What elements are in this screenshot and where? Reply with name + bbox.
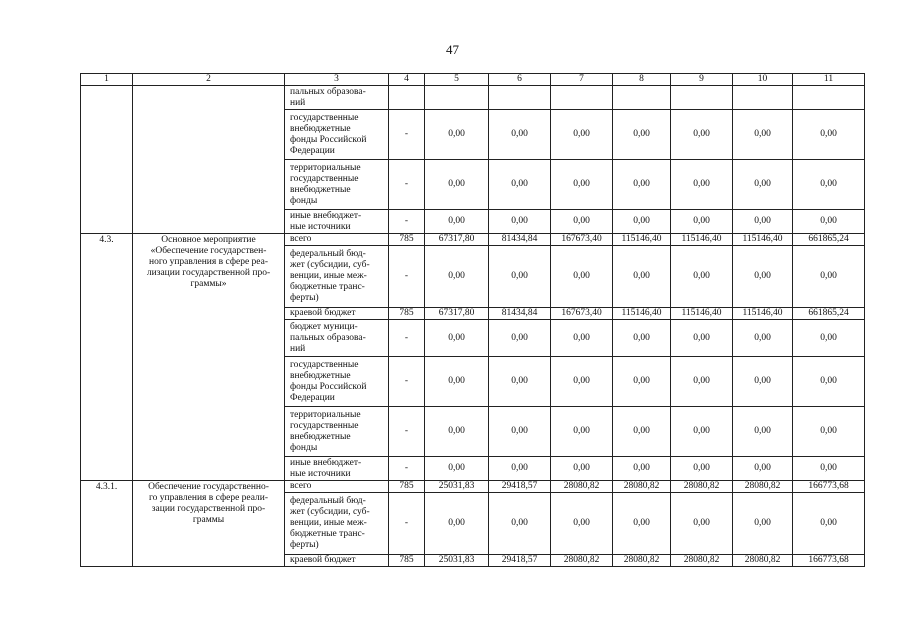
value-cell: 0,00 xyxy=(793,160,865,210)
table-body xyxy=(81,74,865,567)
value-cell: 67317,80 xyxy=(425,234,489,246)
header-cell: 9 xyxy=(671,74,733,86)
value-cell: 0,00 xyxy=(733,493,793,555)
value-cell: 0,00 xyxy=(613,210,671,234)
value-cell: 0,00 xyxy=(793,210,865,234)
item-number-cell: 4.3. xyxy=(81,234,133,481)
value-cell: 0,00 xyxy=(671,457,733,481)
value-cell xyxy=(551,86,613,110)
value-cell: 28080,82 xyxy=(671,555,733,567)
value-cell: 29418,57 xyxy=(489,481,551,493)
funding-source-cell: иные внебюджет- ные источники xyxy=(285,210,389,234)
value-cell: 115146,40 xyxy=(613,234,671,246)
value-cell: 0,00 xyxy=(613,110,671,160)
value-cell: 0,00 xyxy=(425,493,489,555)
value-cell: 0,00 xyxy=(489,160,551,210)
value-cell: 28080,82 xyxy=(733,555,793,567)
value-cell: 0,00 xyxy=(551,357,613,407)
value-cell: 0,00 xyxy=(425,246,489,308)
value-cell: 0,00 xyxy=(671,160,733,210)
value-cell: 115146,40 xyxy=(671,234,733,246)
value-cell: 0,00 xyxy=(671,357,733,407)
value-cell: 0,00 xyxy=(425,210,489,234)
code-cell xyxy=(389,86,425,110)
funding-source-cell: государственные внебюджетные фонды Российской Федерации xyxy=(285,357,389,407)
table-row xyxy=(81,481,865,493)
value-cell: 0,00 xyxy=(551,110,613,160)
value-cell: 28080,82 xyxy=(613,555,671,567)
funding-source-cell: территориальные государственные внебюджетные фонды xyxy=(285,160,389,210)
value-cell: 81434,84 xyxy=(489,308,551,320)
value-cell xyxy=(613,86,671,110)
value-cell: 0,00 xyxy=(671,320,733,357)
value-cell xyxy=(489,86,551,110)
value-cell: 0,00 xyxy=(489,357,551,407)
header-cell: 1 xyxy=(81,74,133,86)
item-name-cell: Обеспечение государственно- го управления в сфере реали- зации государственной про- граммы xyxy=(133,481,285,567)
header-cell: 4 xyxy=(389,74,425,86)
funding-source-cell: бюджет муници- пальных образова- ний xyxy=(285,320,389,357)
value-cell: 28080,82 xyxy=(733,481,793,493)
value-cell: 0,00 xyxy=(425,320,489,357)
value-cell: 0,00 xyxy=(613,357,671,407)
value-cell: 0,00 xyxy=(733,357,793,407)
header-cell: 7 xyxy=(551,74,613,86)
value-cell: 0,00 xyxy=(613,493,671,555)
header-cell: 6 xyxy=(489,74,551,86)
value-cell: 115146,40 xyxy=(671,308,733,320)
value-cell: 0,00 xyxy=(551,320,613,357)
code-cell: - xyxy=(389,407,425,457)
value-cell: 0,00 xyxy=(613,160,671,210)
value-cell: 0,00 xyxy=(733,210,793,234)
value-cell: 0,00 xyxy=(425,160,489,210)
value-cell: 0,00 xyxy=(733,246,793,308)
value-cell: 167673,40 xyxy=(551,308,613,320)
item-name-cell: Основное мероприятие «Обеспечение государствен- ного управления в сфере реа- лизации государственной про- граммы» xyxy=(133,234,285,481)
funding-source-cell: государственные внебюджетные фонды Российской Федерации xyxy=(285,110,389,160)
value-cell: 0,00 xyxy=(671,110,733,160)
funding-source-cell: иные внебюджет- ные источники xyxy=(285,457,389,481)
funding-source-cell: федеральный бюд- жет (субсидии, суб- венции, иные меж- бюджетные транс- ферты) xyxy=(285,493,389,555)
code-cell: 785 xyxy=(389,308,425,320)
funding-source-cell: всего xyxy=(285,481,389,493)
value-cell: 661865,24 xyxy=(793,308,865,320)
code-cell: - xyxy=(389,110,425,160)
funding-source-cell: всего xyxy=(285,234,389,246)
code-cell: - xyxy=(389,246,425,308)
value-cell: 0,00 xyxy=(793,407,865,457)
code-cell: 785 xyxy=(389,555,425,567)
code-cell: - xyxy=(389,493,425,555)
value-cell: 67317,80 xyxy=(425,308,489,320)
item-number-cell xyxy=(81,86,133,234)
item-name-cell xyxy=(133,86,285,234)
value-cell: 81434,84 xyxy=(489,234,551,246)
funding-source-cell: федеральный бюд- жет (субсидии, суб- венции, иные меж- бюджетные транс- ферты) xyxy=(285,246,389,308)
value-cell: 0,00 xyxy=(551,160,613,210)
page-number: 47 xyxy=(446,42,459,57)
value-cell: 28080,82 xyxy=(671,481,733,493)
code-cell: - xyxy=(389,357,425,407)
funding-source-cell: территориальные государственные внебюджетные фонды xyxy=(285,407,389,457)
value-cell: 0,00 xyxy=(551,210,613,234)
value-cell: 0,00 xyxy=(733,320,793,357)
value-cell: 28080,82 xyxy=(551,555,613,567)
budget-table xyxy=(80,73,865,567)
value-cell: 0,00 xyxy=(733,407,793,457)
value-cell: 166773,68 xyxy=(793,555,865,567)
table-row xyxy=(81,234,865,246)
header-cell: 8 xyxy=(613,74,671,86)
value-cell: 0,00 xyxy=(793,493,865,555)
value-cell: 0,00 xyxy=(793,246,865,308)
code-cell: - xyxy=(389,457,425,481)
header-cell: 5 xyxy=(425,74,489,86)
value-cell: 0,00 xyxy=(489,457,551,481)
value-cell: 0,00 xyxy=(489,246,551,308)
header-cell: 2 xyxy=(133,74,285,86)
value-cell: 0,00 xyxy=(671,210,733,234)
header-row xyxy=(81,74,865,86)
code-cell: - xyxy=(389,160,425,210)
value-cell: 0,00 xyxy=(489,210,551,234)
value-cell: 0,00 xyxy=(489,493,551,555)
table-row xyxy=(81,86,865,110)
value-cell: 167673,40 xyxy=(551,234,613,246)
value-cell: 115146,40 xyxy=(733,234,793,246)
value-cell: 0,00 xyxy=(425,457,489,481)
value-cell: 0,00 xyxy=(489,110,551,160)
value-cell: 166773,68 xyxy=(793,481,865,493)
value-cell: 0,00 xyxy=(425,110,489,160)
value-cell: 28080,82 xyxy=(613,481,671,493)
value-cell: 0,00 xyxy=(671,407,733,457)
code-cell: 785 xyxy=(389,481,425,493)
value-cell: 0,00 xyxy=(425,357,489,407)
funding-source-cell: краевой бюджет xyxy=(285,308,389,320)
value-cell xyxy=(793,86,865,110)
code-cell: - xyxy=(389,210,425,234)
value-cell: 0,00 xyxy=(613,246,671,308)
value-cell: 0,00 xyxy=(793,457,865,481)
value-cell: 0,00 xyxy=(671,246,733,308)
value-cell: 0,00 xyxy=(793,357,865,407)
funding-source-cell: краевой бюджет xyxy=(285,555,389,567)
code-cell: - xyxy=(389,320,425,357)
value-cell: 0,00 xyxy=(671,493,733,555)
value-cell: 25031,83 xyxy=(425,555,489,567)
value-cell xyxy=(425,86,489,110)
value-cell: 0,00 xyxy=(489,407,551,457)
value-cell xyxy=(733,86,793,110)
value-cell: 115146,40 xyxy=(733,308,793,320)
value-cell: 0,00 xyxy=(489,320,551,357)
header-cell: 10 xyxy=(733,74,793,86)
value-cell: 0,00 xyxy=(613,320,671,357)
value-cell: 0,00 xyxy=(613,407,671,457)
value-cell: 0,00 xyxy=(733,160,793,210)
value-cell: 0,00 xyxy=(551,493,613,555)
funding-source-cell: пальных образова- ний xyxy=(285,86,389,110)
header-cell: 11 xyxy=(793,74,865,86)
value-cell: 29418,57 xyxy=(489,555,551,567)
value-cell: 661865,24 xyxy=(793,234,865,246)
value-cell: 0,00 xyxy=(425,407,489,457)
value-cell: 28080,82 xyxy=(551,481,613,493)
value-cell: 0,00 xyxy=(733,457,793,481)
item-number-cell: 4.3.1. xyxy=(81,481,133,567)
header-cell: 3 xyxy=(285,74,389,86)
value-cell: 0,00 xyxy=(793,320,865,357)
value-cell: 0,00 xyxy=(551,246,613,308)
value-cell: 0,00 xyxy=(551,407,613,457)
value-cell: 115146,40 xyxy=(613,308,671,320)
code-cell: 785 xyxy=(389,234,425,246)
value-cell: 25031,83 xyxy=(425,481,489,493)
value-cell: 0,00 xyxy=(733,110,793,160)
value-cell: 0,00 xyxy=(793,110,865,160)
value-cell xyxy=(671,86,733,110)
value-cell: 0,00 xyxy=(551,457,613,481)
value-cell: 0,00 xyxy=(613,457,671,481)
